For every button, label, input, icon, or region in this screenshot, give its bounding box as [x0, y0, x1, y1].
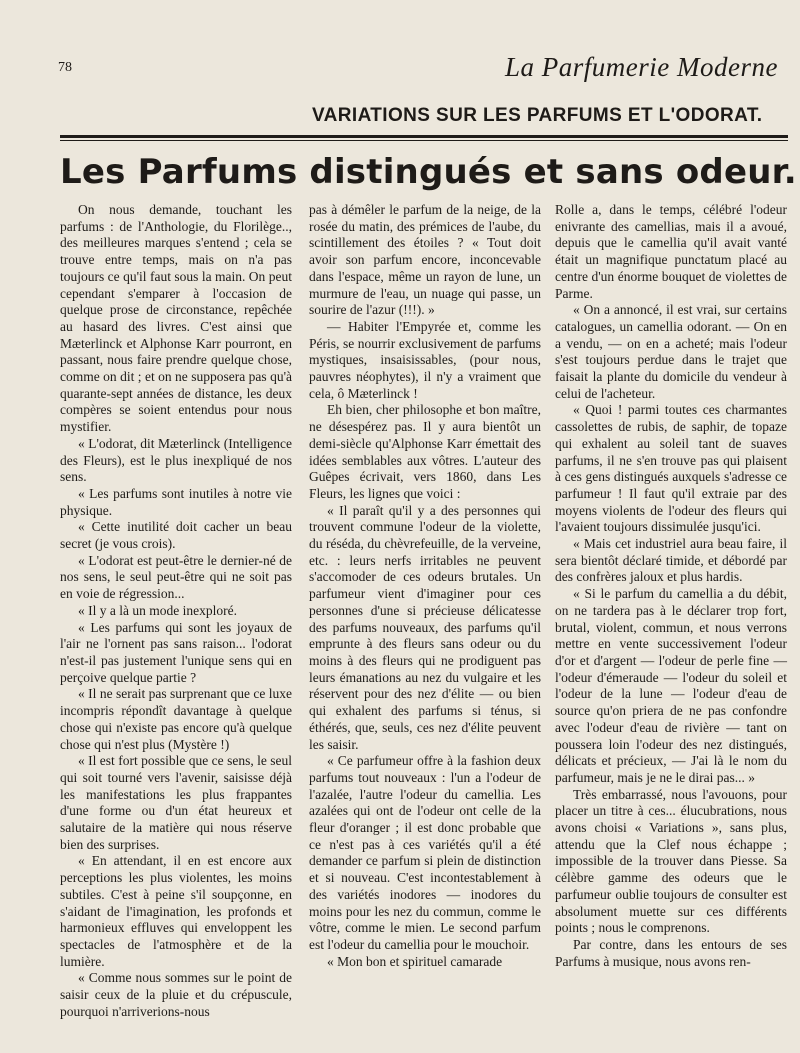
- paragraph: « Les parfums sont inutiles à notre vie physique.: [60, 485, 292, 518]
- column-2: [309, 202, 541, 970]
- paragraph: « Il est fort possible que ce sens, le seul qui soit tourné vers l'avenir, saisisse déjà les manifestations les plus frappantes d'une forme ou d'un état heureux et salutaire de la matière qui nous réserve bien des surprises.: [60, 753, 292, 852]
- section-title: VARIATIONS SUR LES PARFUMS ET L'ODORAT.: [312, 105, 763, 126]
- paragraph: Très embarrassé, nous l'avouons, pour placer un titre à ces... élucubrations, nous avons choisi « Variations », sans plus, attendu que la Clef nous échappe ; impossible de la trouver dans Piesse. Sa célèbre gamme des odeurs que le parfumeur oublie toujours de consulter est absolument muette sur ces différents points ; nous le comprenons.: [555, 786, 787, 936]
- paragraph: « L'odorat est peut-être le dernier-né de nos sens, le seul peut-être qui ne soit pas en voie de régression...: [60, 552, 292, 602]
- page-number: 78: [58, 60, 72, 75]
- journal-title: La Parfumerie Moderne: [505, 52, 778, 82]
- paragraph: « Si le parfum du camellia a du débit, on ne tardera pas à le déclarer trop fort, brutal, violent, commun, et nous verrons mettre en vente successivement l'odeur d'or et d'argent — l'odeur de perle fine — l'odeur d'émeraude — l'odeur du soleil et l'odeur de la lune — l'odeur d'eau de source qu'on priera de ne pas confondre avec l'odeur d'eau de rivière — tant on poussera loin l'odeur des nez distingués, délicats et précieux, — J'ai là le nom du parfumeur, mais je ne le dirai pas... »: [555, 586, 787, 785]
- paragraph: « Cette inutilité doit cacher un beau secret (je vous crois).: [60, 519, 292, 552]
- paragraph: « Ce parfumeur offre à la fashion deux parfums tout nouveaux : l'un a l'odeur de l'azalée, l'autre l'odeur du camellia. Les azalées qui ont de l'odeur ont celle de la fleur d'oranger ; il est donc probable que ce n'est pas à ces variétés qu'il a été demander ce parfum si plein de distinction et si nouveau. C'est incontestablement à des variétés inodores — inodores du moins pour les nez du commun, comme le vôtre, comme le mien. Le second parfum est l'odeur du camellia pour le mouchoir.: [309, 753, 541, 952]
- paragraph: « En attendant, il en est encore aux perceptions les plus violentes, les moins subtiles. C'est à peine s'il soupçonne, en s'aidant de l'imagination, les profonds et harmonieux effluves qui enveloppent les spectacles de l'atmosphère et de la lumière.: [60, 853, 292, 969]
- paragraph: « Mon bon et spirituel camarade: [327, 953, 503, 969]
- paragraph: « Quoi ! parmi toutes ces charmantes cassolettes de rubis, de saphir, de topaze qui exhalent au soleil tant de suaves parfums, il ne s'en trouve pas qui plaisent à ces gens distingués auxquels s'adresse ce parfumeur ! Il faut qu'il extraie par des moyens violents de l'odeur des fleurs qui l'avaient toujours dissimulée jusqu'ici.: [555, 402, 787, 535]
- header-rule-thin: [60, 140, 788, 141]
- paragraph: « On a annoncé, il est vrai, sur certains catalogues, un camellia odorant. — On en a vendu, — on en a acheté; mais l'odeur s'est toujours perdue dans le trajet que faisait la plante du domicile du vendeur à celui de l'acheteur.: [555, 302, 787, 401]
- paragraph: « L'odorat, dit Mæterlinck (Intelligence des Fleurs), est le plus inexpliqué de nos sens.: [60, 435, 292, 485]
- paragraph: « Les parfums qui sont les joyaux de l'air ne l'ornent pas sans raison... l'odorat n'est-il pas justement l'unique sens qui en perçoive quelque partie ?: [60, 619, 292, 685]
- header-rule-thick: [60, 135, 788, 138]
- paragraph: Par contre, dans les entours de ses Parfums à musique, nous avons ren-: [555, 936, 787, 969]
- article-title: Les Parfums distingués et sans odeur.: [60, 152, 797, 192]
- paragraph: « Il y a là un mode inexploré.: [78, 602, 237, 618]
- paragraph: Rolle a, dans le temps, célébré l'odeur enivrante des camellias, mais il a avoué, depuis que le camellia qu'il avait vanté était un magnifique punctatum placé au centre d'un énorme bouquet de violettes de Parme.: [555, 202, 787, 301]
- paragraph: Eh bien, cher philosophe et bon maître, ne désespérez pas. Il y aura bientôt un demi-siècle qu'Alphonse Karr émettait des idées semblables aux vôtres. L'auteur des Guêpes écrivait, vers 1860, dans Les Fleurs, les lignes que voici :: [309, 402, 541, 501]
- paragraph: « Il ne serait pas surprenant que ce luxe incompris répondît davantage à quelque chose qui n'existe pas encore qu'à quelque chose qui n'est plus (Mystère !): [60, 686, 292, 752]
- paragraph: « Comme nous sommes sur le point de saisir ceux de la pluie et du crépuscule, pourquoi n'arriverions-nous: [60, 970, 292, 1019]
- paragraph: On nous demande, touchant les parfums : de l'Anthologie, du Florilège.., des meilleures marques s'entend ; cela se trouve entre temps, mais on n'a pas toujours ce qu'il faut sous la main. On peut cependant s'emparer à l'occasion de quelque prose de circonstance, repêchée au hasard des livres. C'est ainsi que Mæterlinck et Alphonse Karr pourront, en passant, nous faire prendre quelque chose, comme on dit ; et on ne supposera pas qu'à quarante-sept années de distance, les deux compères se soient entendus pour nous mystifier.: [60, 202, 292, 435]
- paragraph: « Il paraît qu'il y a des personnes qui trouvent commune l'odeur de la violette, du réséda, du chèvrefeuille, de la verveine, etc. : leurs nerfs irritables ne peuvent s'accomoder de ces odeurs brutales. Un parfumeur vient d'imaginer pour ces personnes d'une si précieuse délicatesse des parfums nouveaux, des parfums qu'il emprunte à des fleurs sans odeur ou du moins à des fleurs qui ne prodiguent pas leurs émanations au nez du vulgaire et les réservent pour des nez d'élite — ou bien qui exhalent des parfums si ténus, si éthérés, que, seuls, ces nez d'élite peuvent les saisir.: [309, 502, 541, 752]
- paragraph: — Habiter l'Empyrée et, comme les Péris, se nourrir exclusivement de parfums mystiques, insaisissables, (pour nous, pauvres néophytes), il n'y a vraiment que cela, ô Mæterlinck !: [309, 318, 541, 401]
- column-3: [555, 202, 787, 970]
- paragraph: pas à démêler le parfum de la neige, de la rosée du matin, des prémices de l'aube, du scintillement des étoiles ? « Tout doit avoir son parfum encore, inconcevable dans l'espace, même un rayon de lune, un murmure de l'eau, un nuage qui passe, un sourire de l'azur (!!!). »: [309, 202, 541, 318]
- paragraph: « Mais cet industriel aura beau faire, il sera bientôt déclaré timide, et débordé par des confrères jaloux et plus hardis.: [555, 536, 787, 585]
- column-1: [60, 202, 292, 1020]
